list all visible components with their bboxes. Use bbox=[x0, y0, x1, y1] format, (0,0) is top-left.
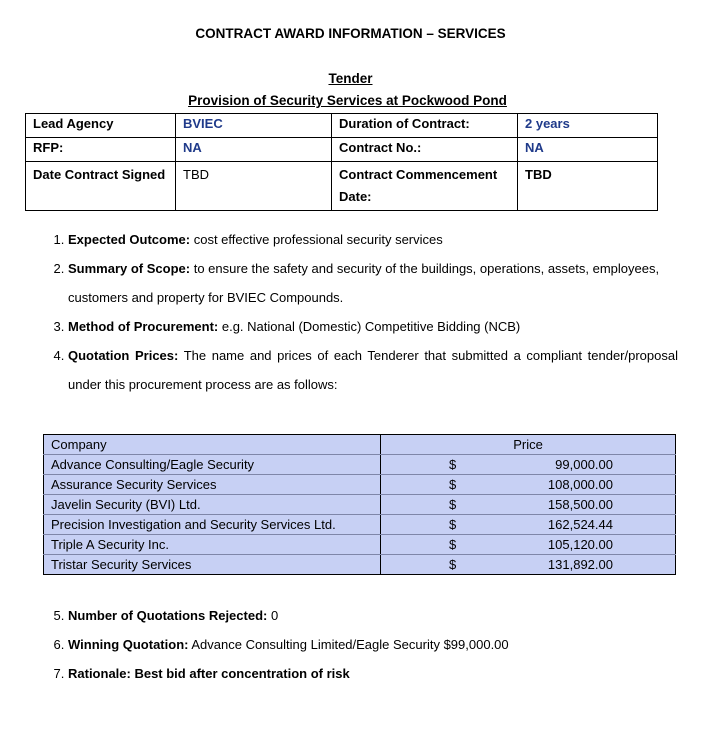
contract-no-value: NA bbox=[518, 138, 658, 162]
list-item: 2. Summary of Scope: to ensure the safety and security of the buildings, operations, assets, employees, customers and property for BVIEC Compounds. bbox=[68, 254, 678, 312]
quotation-prices-table bbox=[43, 434, 676, 575]
commencement-value: TBD bbox=[518, 162, 658, 211]
commencement-label: Contract Commencement Date: bbox=[332, 162, 518, 211]
header-price: Price bbox=[381, 435, 676, 455]
amount-cell: 131,892.00 bbox=[501, 555, 676, 575]
duration-label: Duration of Contract: bbox=[332, 114, 518, 138]
list-item: 5. Number of Quotations Rejected: 0 bbox=[68, 601, 678, 630]
contract-no-label: Contract No.: bbox=[332, 138, 518, 162]
table-row bbox=[44, 455, 676, 475]
company-cell: Tristar Security Services bbox=[44, 555, 381, 575]
header-company: Company bbox=[44, 435, 381, 455]
rfp-value: NA bbox=[176, 138, 332, 162]
amount-cell: 99,000.00 bbox=[501, 455, 676, 475]
company-cell: Advance Consulting/Eagle Security bbox=[44, 455, 381, 475]
date-signed-label: Date Contract Signed bbox=[26, 162, 176, 211]
currency-cell: $ bbox=[381, 515, 501, 535]
currency-cell: $ bbox=[381, 535, 501, 555]
lead-agency-label: Lead Agency bbox=[26, 114, 176, 138]
info-row-lead-agency bbox=[26, 114, 658, 138]
list-item: 6. Winning Quotation: Advance Consulting Limited/Eagle Security $99,000.00 bbox=[68, 630, 678, 659]
lead-agency-value: BVIEC bbox=[176, 114, 332, 138]
duration-value: 2 years bbox=[518, 114, 658, 138]
table-row bbox=[44, 495, 676, 515]
amount-cell: 105,120.00 bbox=[501, 535, 676, 555]
date-signed-value: TBD bbox=[176, 162, 332, 211]
currency-cell: $ bbox=[381, 495, 501, 515]
info-row-rfp bbox=[26, 138, 658, 162]
table-row bbox=[44, 535, 676, 555]
company-cell: Javelin Security (BVI) Ltd. bbox=[44, 495, 381, 515]
document-title: CONTRACT AWARD INFORMATION – SERVICES bbox=[195, 26, 506, 41]
info-row-date-signed bbox=[26, 162, 658, 211]
list-item: 4. Quotation Prices: The name and prices of each Tenderer that submitted a compliant tender/proposal under this procurement process are as follows: bbox=[68, 341, 678, 399]
tender-label: Tender bbox=[328, 71, 373, 86]
currency-cell: $ bbox=[381, 455, 501, 475]
list-item: 3. Method of Procurement: e.g. National (Domestic) Competitive Bidding (NCB) bbox=[68, 312, 678, 341]
list-item: 7. Rationale: Best bid after concentration of risk bbox=[68, 659, 678, 688]
contract-info-table bbox=[25, 113, 658, 211]
amount-cell: 162,524.44 bbox=[501, 515, 676, 535]
company-cell: Triple A Security Inc. bbox=[44, 535, 381, 555]
rfp-label: RFP: bbox=[26, 138, 176, 162]
currency-cell: $ bbox=[381, 555, 501, 575]
amount-cell: 158,500.00 bbox=[501, 495, 676, 515]
company-cell: Assurance Security Services bbox=[44, 475, 381, 495]
table-header-row bbox=[44, 435, 676, 455]
tender-name: Provision of Security Services at Pockwood Pond bbox=[188, 93, 507, 108]
table-row bbox=[44, 475, 676, 495]
table-row bbox=[44, 515, 676, 535]
list-item: 1. Expected Outcome: cost effective professional security services bbox=[68, 225, 678, 254]
details-list-top bbox=[40, 225, 678, 399]
details-list-bottom bbox=[40, 601, 678, 688]
company-cell: Precision Investigation and Security Services Ltd. bbox=[44, 515, 381, 535]
amount-cell: 108,000.00 bbox=[501, 475, 676, 495]
table-row bbox=[44, 555, 676, 575]
currency-cell: $ bbox=[381, 475, 501, 495]
